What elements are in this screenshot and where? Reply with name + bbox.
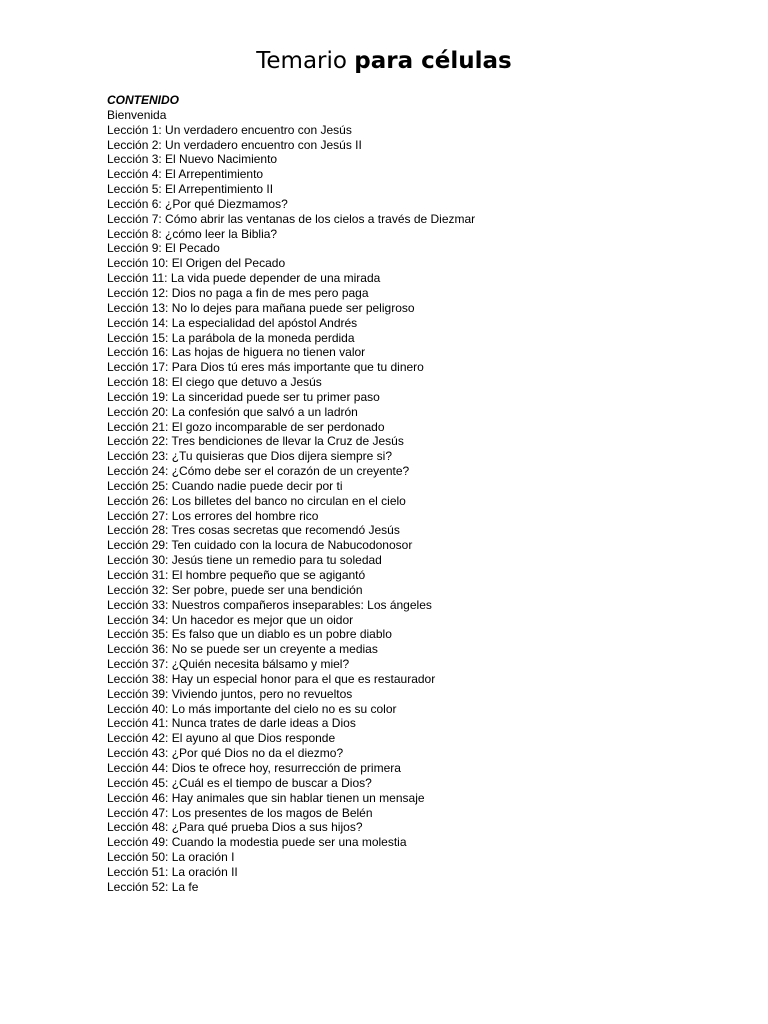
- table-of-contents: [107, 93, 727, 895]
- list-item: Lección 27: Los errores del hombre rico: [107, 508, 319, 523]
- list-item: Lección 47: Los presentes de los magos de Belén: [107, 805, 373, 820]
- list-item: Lección 42: El ayuno al que Dios responde: [107, 731, 336, 746]
- list-item: Lección 24: ¿Cómo debe ser el corazón de un creyente?: [107, 464, 410, 479]
- list-item: Lección 38: Hay un especial honor para el que es restaurador: [107, 671, 436, 686]
- list-item: Lección 16: Las hojas de higuera no tienen valor: [107, 345, 366, 360]
- list-item: Lección 5: El Arrepentimiento II: [107, 182, 274, 197]
- list-item: Lección 18: El ciego que detuvo a Jesús: [107, 375, 322, 390]
- list-item: Lección 12: Dios no paga a fin de mes pero paga: [107, 285, 369, 300]
- list-item: Lección 19: La sinceridad puede ser tu primer paso: [107, 389, 380, 404]
- list-item: Lección 10: El Origen del Pecado: [107, 256, 286, 271]
- list-item: Lección 8: ¿cómo leer la Biblia?: [107, 226, 278, 241]
- list-item: Lección 21: El gozo incomparable de ser perdonado: [107, 419, 385, 434]
- title-bold-part: para células: [354, 48, 512, 74]
- list-item: Lección 34: Un hacedor es mejor que un oidor: [107, 612, 354, 627]
- list-item: Lección 13: No lo dejes para mañana puede ser peligroso: [107, 300, 415, 315]
- list-item: Lección 17: Para Dios tú eres más importante que tu dinero: [107, 360, 424, 375]
- list-item: Lección 2: Un verdadero encuentro con Jesús II: [107, 137, 362, 152]
- list-item: Lección 7: Cómo abrir las ventanas de los cielos a través de Diezmar: [107, 211, 476, 226]
- list-item: Lección 11: La vida puede depender de una mirada: [107, 271, 381, 286]
- list-item: Lección 37: ¿Quién necesita bálsamo y miel?: [107, 657, 350, 672]
- list-item: Lección 44: Dios te ofrece hoy, resurrección de primera: [107, 760, 401, 775]
- title-regular-part: Temario: [256, 48, 347, 74]
- list-item: Lección 20: La confesión que salvó a un ladrón: [107, 404, 358, 419]
- list-item: Lección 9: El Pecado: [107, 241, 220, 256]
- list-item: Lección 36: No se puede ser un creyente a medias: [107, 642, 378, 657]
- list-item: Lección 14: La especialidad del apóstol Andrés: [107, 315, 358, 330]
- list-item: Lección 49: Cuando la modestia puede ser una molestia: [107, 835, 407, 850]
- list-item: Lección 33: Nuestros compañeros inseparables: Los ángeles: [107, 597, 432, 612]
- list-item: Lección 23: ¿Tu quisieras que Dios dijera siempre si?: [107, 449, 393, 464]
- list-item: Lección 39: Viviendo juntos, pero no revueltos: [107, 686, 353, 701]
- list-item: Lección 30: Jesús tiene un remedio para tu soledad: [107, 553, 382, 568]
- list-item: Lección 3: El Nuevo Nacimiento: [107, 152, 278, 167]
- contents-list: [107, 108, 727, 895]
- list-item: Lección 29: Ten cuidado con la locura de Nabucodonosor: [107, 538, 413, 553]
- list-item: Lección 40: Lo más importante del cielo no es su color: [107, 701, 397, 716]
- list-item: Lección 25: Cuando nadie puede decir por ti: [107, 478, 343, 493]
- list-item: Lección 43: ¿Por qué Dios no da el diezmo?: [107, 746, 344, 761]
- list-item: Lección 46: Hay animales que sin hablar tienen un mensaje: [107, 790, 425, 805]
- list-item: Lección 52: La fe: [107, 879, 199, 894]
- list-item: Lección 45: ¿Cuál es el tiempo de buscar a Dios?: [107, 775, 372, 790]
- list-item: Lección 6: ¿Por qué Diezmamos?: [107, 196, 288, 211]
- list-item: Lección 1: Un verdadero encuentro con Jesús: [107, 122, 352, 137]
- list-item: Lección 28: Tres cosas secretas que recomendó Jesús: [107, 523, 400, 538]
- list-item: Lección 51: La oración II: [107, 864, 238, 879]
- list-item: Lección 35: Es falso que un diablo es un pobre diablo: [107, 627, 392, 642]
- list-item: Lección 15: La parábola de la moneda perdida: [107, 330, 355, 345]
- list-item: Bienvenida: [107, 107, 167, 122]
- list-item: Lección 4: El Arrepentimiento: [107, 167, 264, 182]
- list-item: Lección 48: ¿Para qué prueba Dios a sus hijos?: [107, 820, 363, 835]
- list-item: Lección 22: Tres bendiciones de llevar la Cruz de Jesús: [107, 434, 404, 449]
- list-item: Lección 50: La oración I: [107, 850, 235, 865]
- list-item: Lección 32: Ser pobre, puede ser una bendición: [107, 582, 363, 597]
- document-title: [0, 44, 768, 78]
- list-item: Lección 41: Nunca trates de darle ideas a Dios: [107, 716, 356, 731]
- list-item: Lección 26: Los billetes del banco no circulan en el cielo: [107, 493, 406, 508]
- list-item: Lección 31: El hombre pequeño que se agigantó: [107, 568, 366, 582]
- contents-heading: CONTENIDO: [107, 93, 179, 107]
